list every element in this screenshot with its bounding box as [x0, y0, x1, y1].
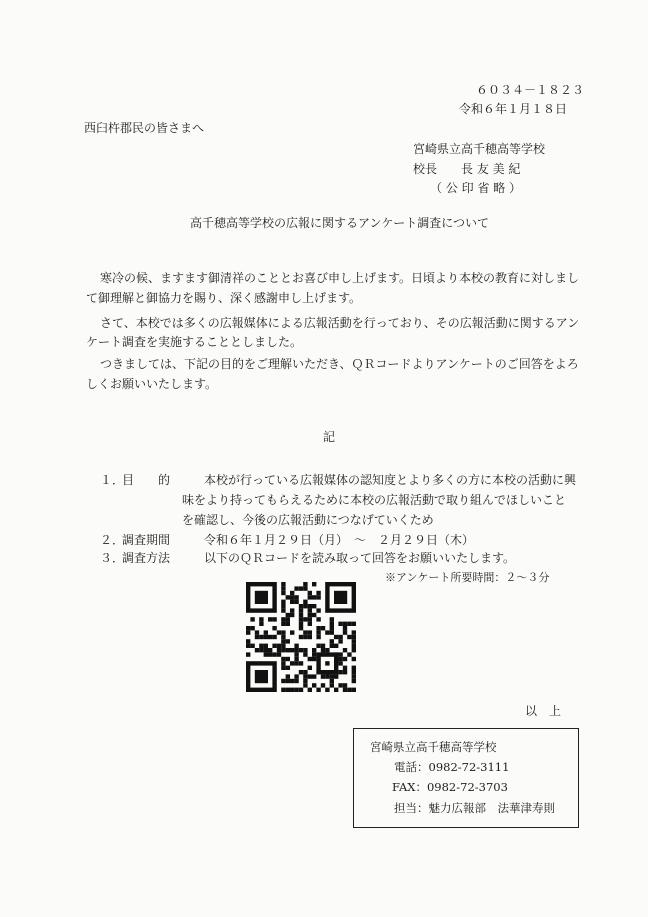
body-line-4: ケート調査を実施することとしました。 — [86, 335, 303, 349]
seal-omitted-note: （ 公 印 省 略 ） — [430, 181, 522, 195]
item-1-text-line-2: 味をより持ってもらえるために本校の広報活動で取り組んでほしいこと — [182, 493, 567, 507]
contact-school: 宮崎県立高千穂高等学校 — [370, 740, 497, 754]
body-line-6: しくお願いいたします。 — [86, 377, 218, 391]
qr-code-image — [246, 582, 356, 692]
item-3-number: ３． — [100, 551, 125, 565]
contact-person: 担当：魅力広報部 法華津寿則 — [394, 801, 555, 815]
ki-heading: 記 — [323, 430, 336, 444]
item-2-number: ２． — [100, 533, 125, 547]
body-line-1: 寒冷の候、ますます御清祥のこととお喜び申し上げます。日頃より本校の教育に対しまし — [100, 271, 580, 285]
item-3-label: 調査方法 — [122, 551, 171, 565]
item-2-label: 調査期間 — [122, 533, 171, 547]
item-1-number: １． — [100, 473, 125, 487]
item-1-text-line-1: 本校が行っている広報媒体の認知度とより多くの方に本校の活動に興 — [204, 473, 577, 487]
item-1-text-line-3: を確認し、今後の広報活動につなげていくため — [182, 513, 434, 527]
item-1-label: 目 的 — [122, 473, 171, 487]
closing-ijo: 以 上 — [525, 704, 562, 718]
sender-principal: 校長 長 友 美 紀 — [413, 162, 521, 176]
contact-tel: 電話：0982-72-3111 — [394, 760, 510, 774]
item-3-value: 以下のＱＲコードを読み取って回答をお願いいたします。 — [204, 551, 516, 565]
item-2-value: 令和６年１月２９日（月） ～ ２月２９日（木） — [204, 533, 475, 547]
contact-box — [353, 728, 579, 828]
body-line-3: さて、本校では多くの広報媒体による広報活動を行っており、その広報活動に関するアン — [100, 316, 580, 330]
body-line-5: つきましては、下記の目的をご理解いただき、ＱＲコードよりアンケートのご回答をよろ — [100, 357, 579, 371]
contact-fax: FAX：0982-72-3703 — [392, 780, 508, 794]
addressee: 西臼杵郡民の皆さまへ — [84, 121, 205, 135]
document-date: 令和６年１月１８日 — [459, 102, 568, 116]
survey-time-note: ※アンケート所要時間：２～３分 — [385, 571, 550, 584]
document-number: ６０３４－１８２３ — [476, 83, 585, 97]
body-line-2: て御理解と御協力を賜り、深く感謝申し上げます。 — [86, 291, 362, 305]
document-title: 高千穂高等学校の広報に関するアンケート調査について — [190, 216, 490, 230]
sender-school: 宮崎県立高千穂高等学校 — [413, 142, 546, 156]
